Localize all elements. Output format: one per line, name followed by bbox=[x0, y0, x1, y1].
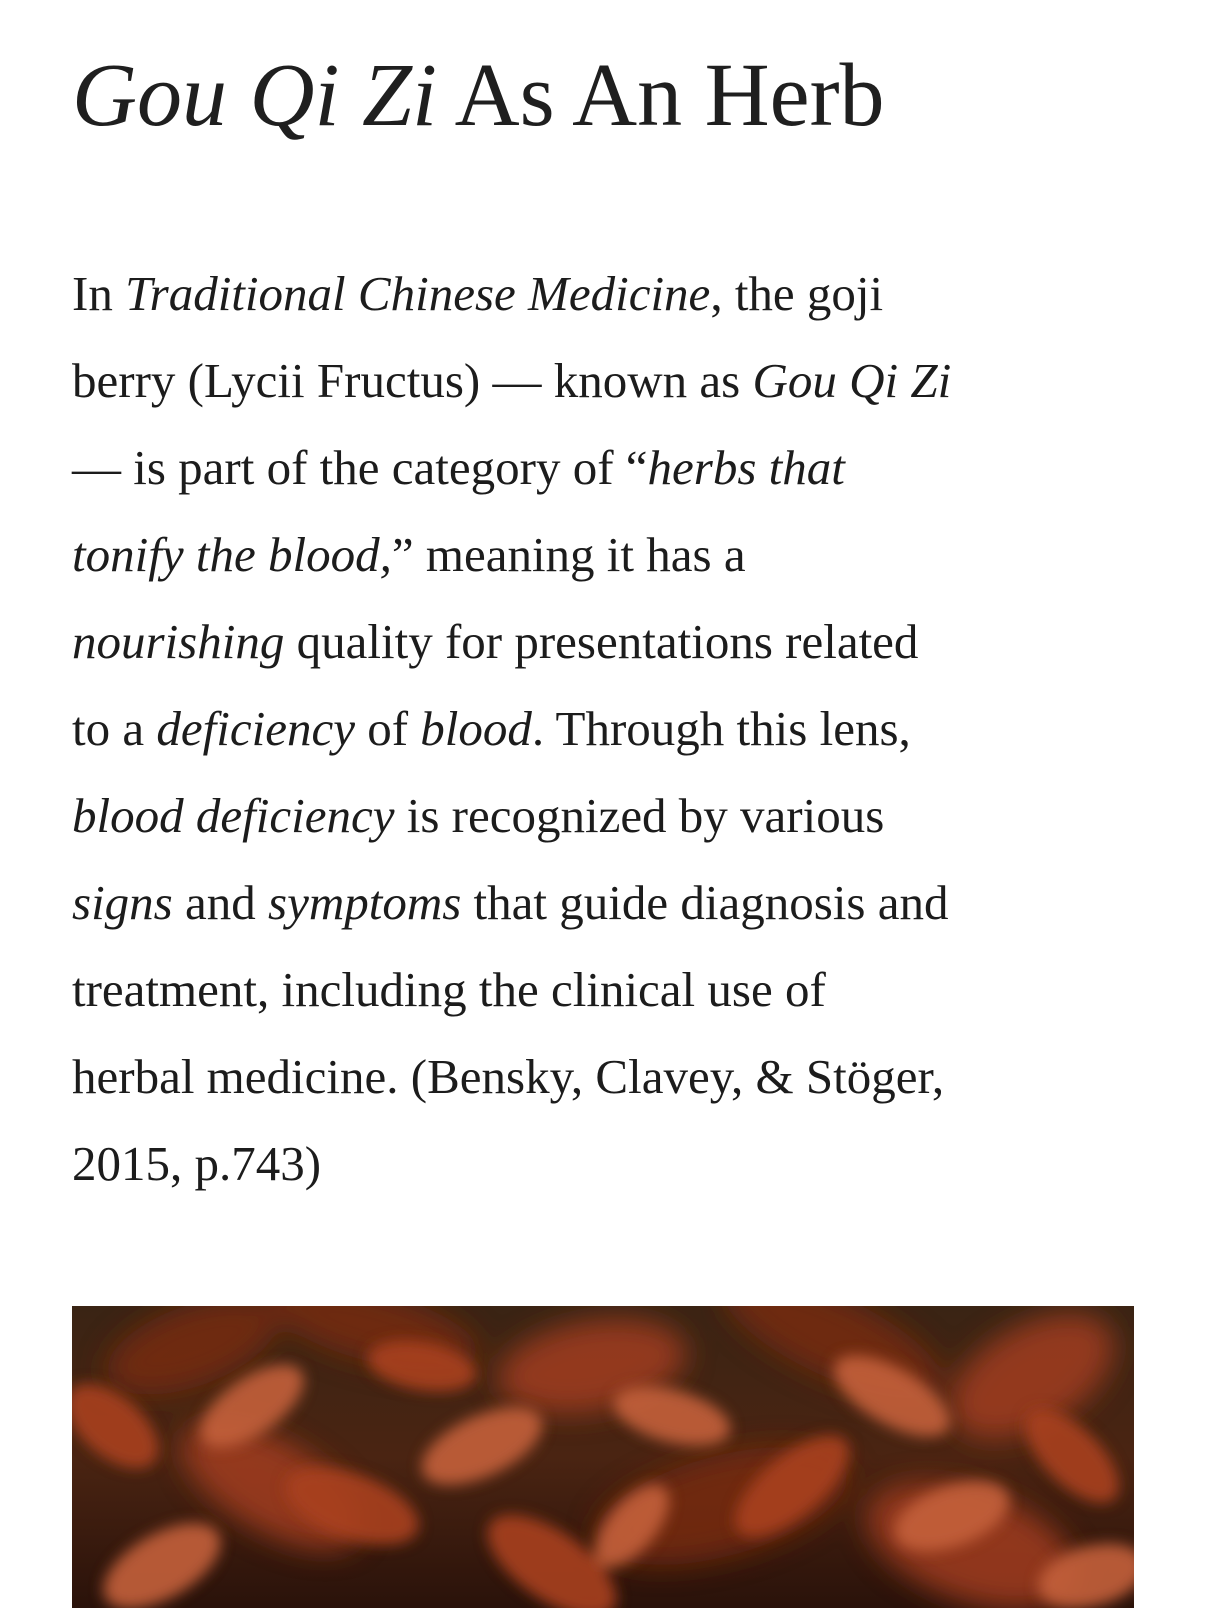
paragraph-line bbox=[72, 772, 1142, 859]
page-title bbox=[72, 42, 885, 150]
text-run: 2015, p.743) bbox=[72, 1136, 322, 1191]
paragraph-line bbox=[72, 685, 1142, 772]
title-italic-part: Gou Qi Zi bbox=[72, 46, 438, 145]
italic-text: tonify the blood, bbox=[72, 527, 392, 582]
body-paragraph bbox=[72, 250, 1142, 1207]
italic-text: symptoms bbox=[268, 875, 462, 930]
italic-text: nourishing bbox=[72, 614, 285, 669]
text-run: to a bbox=[72, 701, 157, 756]
italic-text: Traditional Chinese Medicine bbox=[125, 266, 711, 321]
text-run: — is part of the category of “ bbox=[72, 440, 648, 495]
title-plain-part: As An Herb bbox=[437, 46, 885, 145]
paragraph-line bbox=[72, 337, 1142, 424]
italic-text: signs bbox=[72, 875, 173, 930]
paragraph-line bbox=[72, 424, 1142, 511]
text-run: that guide diagnosis and bbox=[461, 875, 949, 930]
paragraph-line bbox=[72, 598, 1142, 685]
text-run: , the goji bbox=[710, 266, 884, 321]
text-run: and bbox=[172, 875, 269, 930]
goji-berries-image bbox=[72, 1306, 1134, 1608]
italic-text: herbs that bbox=[647, 440, 845, 495]
text-run: berry (Lycii Fructus) — known as bbox=[72, 353, 753, 408]
paragraph-line bbox=[72, 859, 1142, 946]
paragraph-line bbox=[72, 1033, 1142, 1120]
text-run: herbal medicine. (Bensky, Clavey, & Stöger, bbox=[72, 1049, 945, 1104]
goji-berries-photo bbox=[72, 1306, 1134, 1608]
text-run: is recognized by various bbox=[394, 788, 885, 843]
paragraph-line bbox=[72, 1120, 1142, 1207]
paragraph-line bbox=[72, 946, 1142, 1033]
text-run: . Through this lens, bbox=[531, 701, 911, 756]
italic-text: blood bbox=[420, 701, 532, 756]
italic-text: Gou Qi Zi bbox=[752, 353, 952, 408]
paragraph-line bbox=[72, 250, 1142, 337]
italic-text: deficiency bbox=[156, 701, 355, 756]
text-run: of bbox=[354, 701, 421, 756]
italic-text: blood deficiency bbox=[72, 788, 395, 843]
text-run: quality for presentations related bbox=[284, 614, 919, 669]
paragraph-line bbox=[72, 511, 1142, 598]
text-run: treatment, including the clinical use of bbox=[72, 962, 826, 1017]
text-run: ” meaning it has a bbox=[391, 527, 746, 582]
text-run: In bbox=[72, 266, 126, 321]
